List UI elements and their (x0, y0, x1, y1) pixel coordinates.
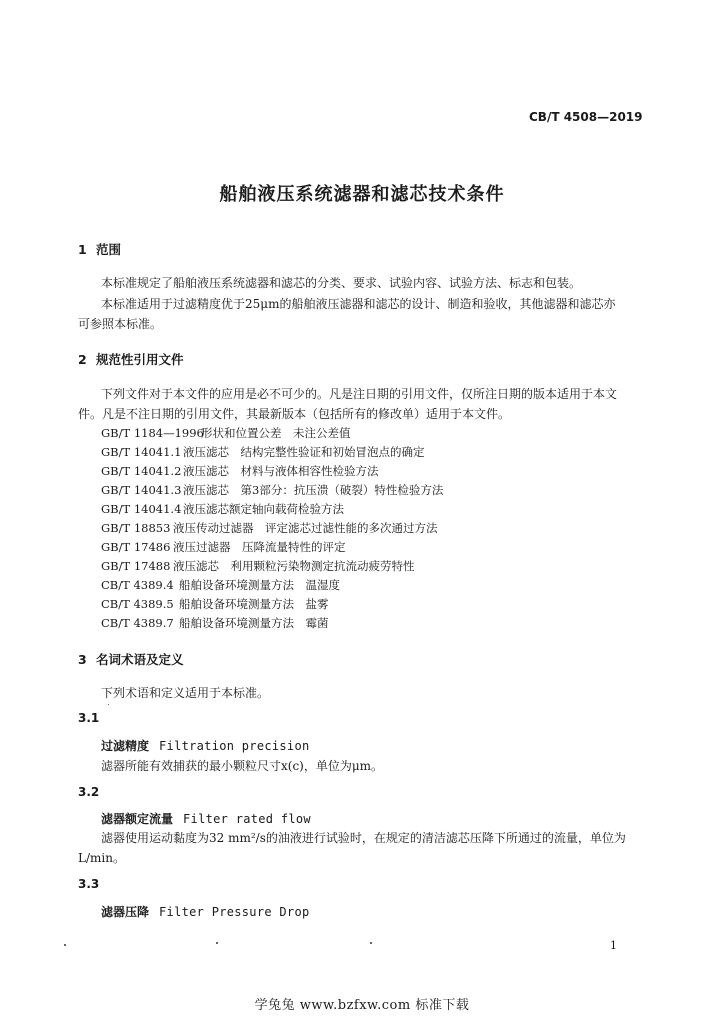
reference-code: GB/T 17486 (101, 540, 171, 554)
term-heading (101, 810, 311, 827)
section-2-heading (78, 350, 184, 368)
term-zh: 滤器额定流量 (101, 812, 174, 826)
reference-item (101, 539, 346, 555)
reference-item (101, 444, 425, 460)
paragraph: 本标准适用于过滤精度优于25μm的船舶液压滤器和滤芯的设计、制造和验收，其他滤器和滤芯亦 (101, 297, 616, 311)
reference-code: CB/T 4389.5 (101, 597, 174, 611)
term-definition: 滤器使用运动黏度为32 mm²/s的油液进行试验时，在规定的清洁滤芯压降下所通过的流量，单位为 (101, 831, 626, 845)
term-heading (101, 737, 310, 754)
section-number: 1 (78, 242, 87, 257)
scan-speck (64, 944, 66, 946)
term-definition: 滤器所能有效捕获的最小颗粒尺寸x(c)，单位为μm。 (101, 759, 384, 773)
term-heading (101, 903, 310, 920)
reference-code: GB/T 14041.1 (101, 445, 182, 459)
reference-title: 液压传动过滤器 评定滤芯过滤性能的多次通过方法 (173, 521, 438, 535)
reference-title: 液压滤芯额定轴向载荷检验方法 (183, 502, 344, 516)
reference-title: 船舶设备环境测量方法 温湿度 (179, 578, 340, 592)
term-zh: 过滤精度 (101, 739, 150, 753)
reference-item (101, 425, 351, 441)
reference-title: 船舶设备环境测量方法 盐雾 (179, 597, 329, 611)
reference-title: 液压滤芯 结构完整性验证和初始冒泡点的确定 (183, 445, 425, 459)
reference-code: GB/T 14041.4 (101, 502, 182, 516)
reference-code: GB/T 14041.3 (101, 483, 182, 497)
section-number: 2 (78, 352, 87, 367)
reference-item (101, 596, 329, 612)
paragraph: 下列术语和定义适用于本标准。 (101, 686, 270, 700)
page-number: 1 (610, 939, 617, 952)
term-en: Filter Pressure Drop (159, 905, 310, 919)
scan-speck (108, 704, 109, 705)
paragraph: 下列文件对于本文件的应用是必不可少的。凡是注日期的引用文件，仅所注日期的版本适用于本文 (101, 387, 618, 401)
reference-item (101, 577, 340, 593)
term-en: Filter rated flow (183, 812, 311, 826)
section-title: 规范性引用文件 (96, 352, 184, 367)
reference-code: GB/T 18853 (101, 521, 171, 535)
reference-title: 液压滤芯 材料与液体相容性检验方法 (183, 464, 379, 478)
section-number: 3 (78, 652, 87, 667)
reference-code: GB/T 1184—1996 (101, 426, 204, 440)
term-number: 3.2 (78, 785, 100, 799)
reference-item (101, 615, 329, 631)
scan-speck (216, 942, 218, 944)
section-title: 名词术语及定义 (96, 652, 184, 667)
reference-item (101, 501, 344, 517)
reference-title: 液压滤芯 第3部分：抗压溃（破裂）特性检验方法 (183, 483, 444, 497)
term-number: 3.1 (78, 711, 100, 725)
term-definition-continuation: L/min。 (78, 851, 125, 865)
section-title: 范围 (96, 242, 122, 257)
paragraph-continuation: 件。凡是不注日期的引用文件，其最新版本（包括所有的修改单）适用于本文件。 (78, 407, 511, 421)
reference-code: CB/T 4389.7 (101, 616, 174, 630)
reference-title: 船舶设备环境测量方法 霉菌 (179, 616, 329, 630)
footer-watermark: 学兔兔 www.bzfxw.com 标准下载 (254, 998, 470, 1013)
standard-code: CB/T 4508—2019 (529, 110, 643, 124)
reference-code: GB/T 17488 (101, 559, 171, 573)
paragraph-continuation: 可参照本标准。 (78, 317, 163, 331)
term-en: Filtration precision (159, 739, 310, 753)
reference-title: 液压滤芯 利用颗粒污染物测定抗流动疲劳特性 (173, 559, 415, 573)
scan-speck (370, 942, 372, 944)
reference-title: 液压过滤器 压降流量特性的评定 (173, 540, 346, 554)
reference-item (101, 520, 438, 536)
reference-item (101, 482, 443, 498)
term-number: 3.3 (78, 877, 100, 891)
section-3-heading (78, 650, 184, 668)
reference-code: CB/T 4389.4 (101, 578, 174, 592)
term-zh: 滤器压降 (101, 905, 150, 919)
paragraph: 本标准规定了船舶液压系统滤器和滤芯的分类、要求、试验内容、试验方法、标志和包装。 (101, 276, 582, 290)
reference-item (101, 463, 379, 479)
reference-title: 形状和位置公差 未注公差值 (201, 426, 351, 440)
reference-item (101, 558, 415, 574)
document-title: 船舶液压系统滤器和滤芯技术条件 (219, 184, 505, 205)
reference-code: GB/T 14041.2 (101, 464, 182, 478)
section-1-heading (78, 240, 121, 258)
